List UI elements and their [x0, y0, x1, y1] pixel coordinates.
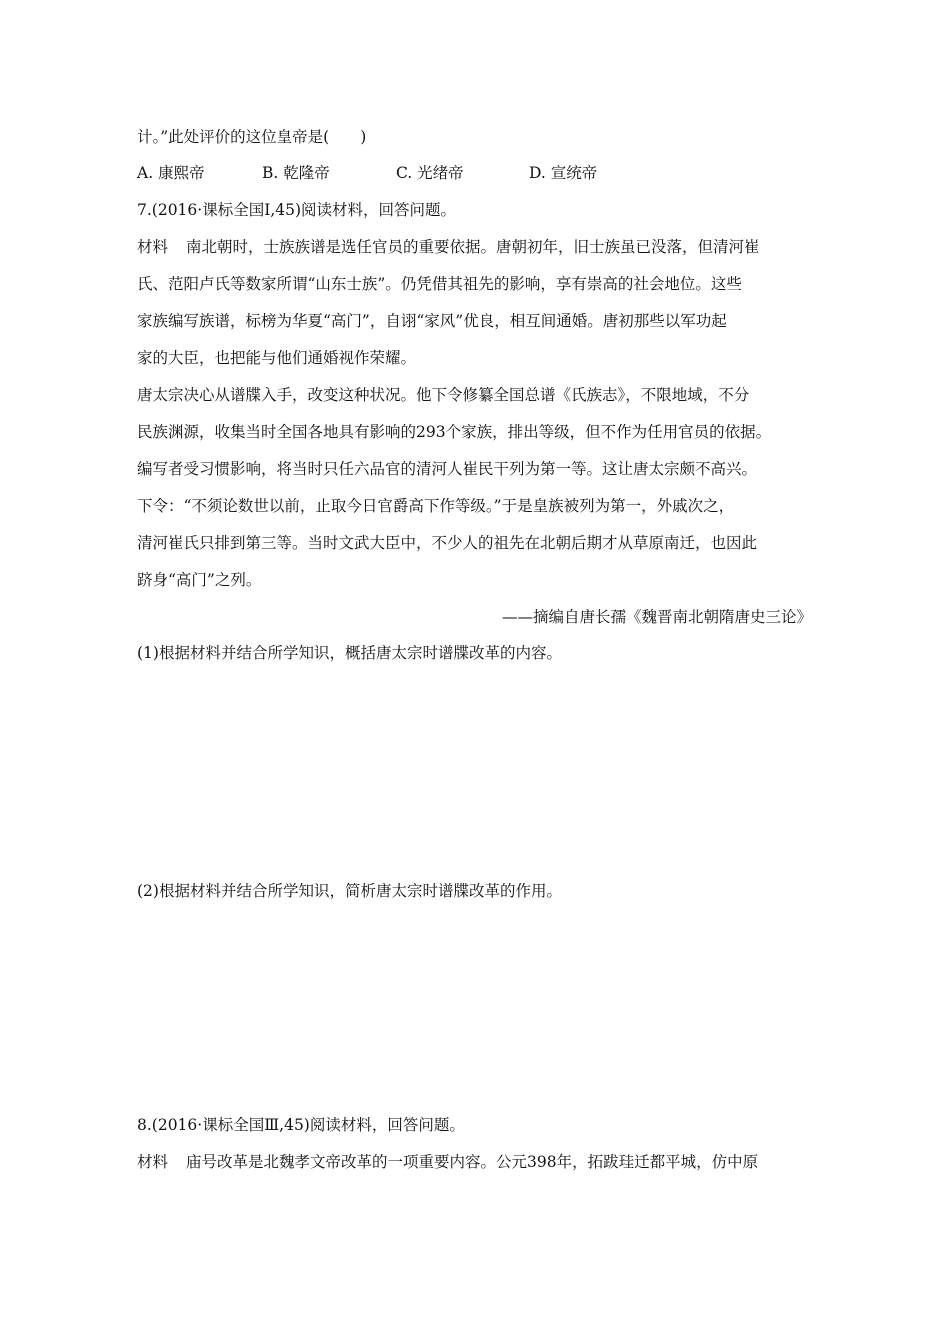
q7-sub-question-2: (2)根据材料并结合所学知识，简析唐太宗时谱牒改革的作用。	[137, 882, 562, 900]
q6-option-d[interactable]	[529, 163, 597, 183]
option-letter: B.	[262, 164, 279, 182]
material-text: 南北朝时，士族族谱是选任官员的重要依据。唐朝初年，旧士族虽已没落，但清河崔	[186, 238, 760, 256]
q8-material-line	[137, 1152, 758, 1172]
q7-material-line: 家的大臣，也把能与他们通婚视作荣耀。	[137, 349, 417, 367]
q7-material-line: 下令：“不须论数世以前，止取今日官爵高下作等级。”于是皇族被列为第一，外戚次之，	[137, 497, 735, 515]
q7-material-line: 民族渊源，收集当时全国各地具有影响的293个家族，排出等级，但不作为任用官员的依据。	[137, 423, 772, 441]
q7-header: 7.(2016·课标全国Ⅰ,45)阅读材料，回答问题。	[137, 201, 457, 219]
q6-option-a[interactable]	[137, 163, 205, 183]
q6-stem-tail: 计。”此处评价的这位皇帝是( )	[137, 128, 367, 146]
q6-option-c[interactable]	[396, 163, 464, 183]
q8-header: 8.(2016·课标全国Ⅲ,45)阅读材料，回答问题。	[137, 1116, 465, 1134]
q7-material-line: 编写者受习惯影响，将当时只任六品官的清河人崔民干列为第一等。这让唐太宗颇不高兴。	[137, 460, 758, 478]
option-text: 乾隆帝	[283, 164, 330, 182]
q7-material-line	[137, 237, 760, 257]
option-text: 康熙帝	[158, 164, 205, 182]
q7-attribution: ——摘编自唐长孺《魏晋南北朝隋唐史三论》	[501, 608, 812, 626]
q7-material-line: 跻身“高门”之列。	[137, 571, 262, 589]
material-label: 材料	[137, 1153, 169, 1171]
option-letter: C.	[396, 164, 413, 182]
option-letter: A.	[137, 164, 154, 182]
option-text: 光绪帝	[417, 164, 464, 182]
option-letter: D.	[529, 164, 546, 182]
option-text: 宣统帝	[550, 164, 598, 182]
q7-material-line: 清河崔氏只排到第三等。当时文武大臣中，不少人的祖先在北朝后期才从草原南迁，也因此	[137, 534, 758, 552]
material-text: 庙号改革是北魏孝文帝改革的一项重要内容。公元398年，拓跋珪迁都平城，仿中原	[186, 1153, 759, 1171]
q7-sub-question-1: (1)根据材料并结合所学知识，概括唐太宗时谱牒改革的内容。	[137, 644, 562, 662]
q7-material-line: 氏、范阳卢氏等数家所谓“山东士族”。仍凭借其祖先的影响，享有崇高的社会地位。这些	[137, 275, 742, 293]
q7-material-line: 唐太宗决心从谱牒入手，改变这种状况。他下令修纂全国总谱《氏族志》，不限地域，不分	[137, 386, 750, 404]
q6-option-b[interactable]	[262, 163, 330, 183]
material-label: 材料	[137, 238, 169, 256]
q7-material-line: 家族编写族谱，标榜为华夏“高门”，自诩“家风”优良，相互间通婚。唐初那些以军功起	[137, 312, 727, 330]
